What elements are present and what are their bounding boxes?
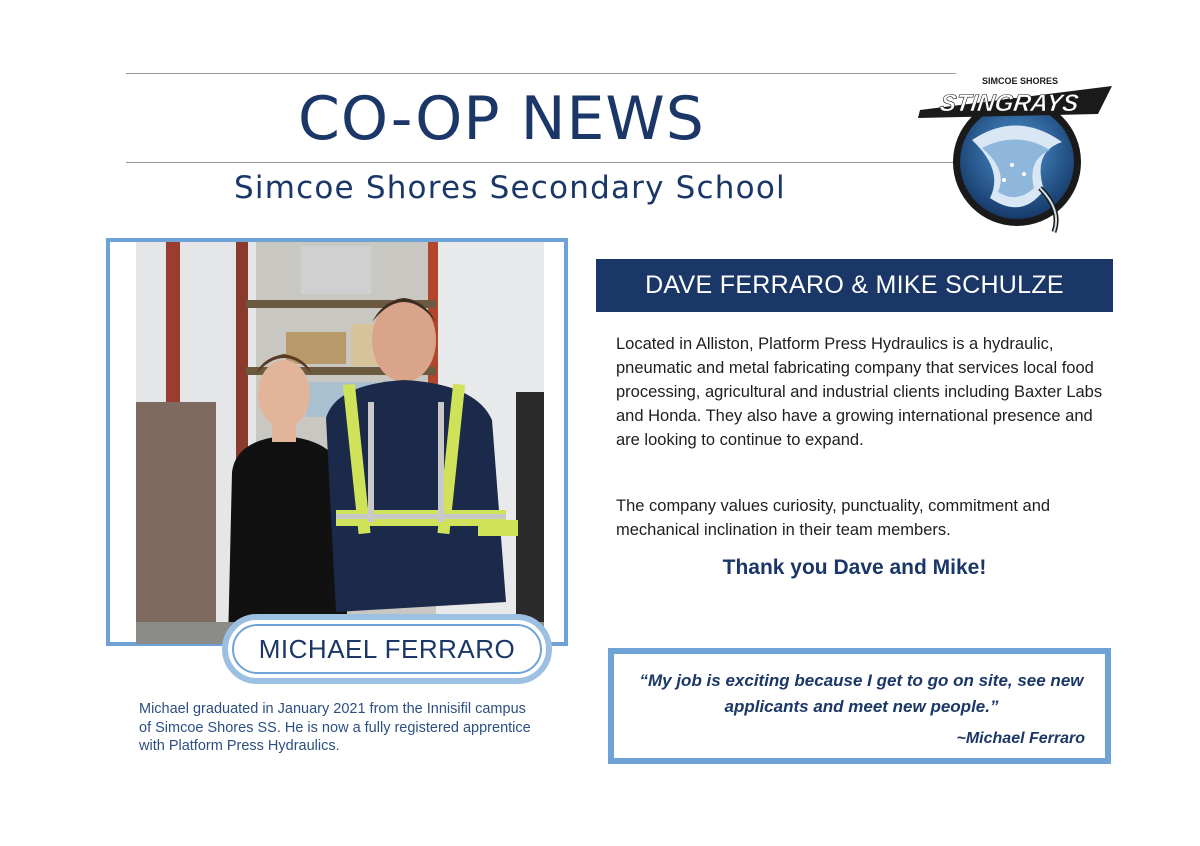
newsletter-title: CO-OP NEWS [298, 84, 705, 154]
title-divider [126, 162, 956, 163]
article-paragraph-1: Located in Alliston, Platform Press Hydraulics is a hydraulic, pneumatic and metal fabricating company that services local food processing, agricultural and industrial clients including Baxter Labs and Honda. They also have a growing international presence and are looking to continue to expand. [616, 335, 1103, 449]
article-paragraph-2: The company values curiosity, punctuality, commitment and mechanical inclination in their team members. [616, 497, 1051, 539]
student-name: MICHAEL FERRARO [232, 624, 542, 674]
photo-caption: Michael graduated in January 2021 from the Innisifil campus of Simcoe Shores SS. He is now a fully registered apprentice with Platform Press Hydraulics. [139, 701, 531, 754]
student-name-badge [222, 614, 552, 684]
logo-top-text: SIMCOE SHORES [981, 76, 1059, 86]
quote-box [608, 648, 1111, 764]
stingrays-logo [912, 70, 1122, 238]
top-divider [126, 73, 956, 74]
student-supervisor-photo [136, 242, 544, 644]
quote-text: “My job is exciting because I get to go on site, see new applicants and meet new people.” [639, 671, 1084, 716]
thank-you-line: Thank you Dave and Mike! [722, 556, 987, 579]
school-name: Simcoe Shores Secondary School [234, 170, 786, 206]
logo-wordmark: STINGRAYS [938, 90, 1081, 117]
article-heading: DAVE FERRARO & MIKE SCHULZE [596, 259, 1113, 312]
quote-attribution: ~Michael Ferraro [956, 730, 1085, 747]
